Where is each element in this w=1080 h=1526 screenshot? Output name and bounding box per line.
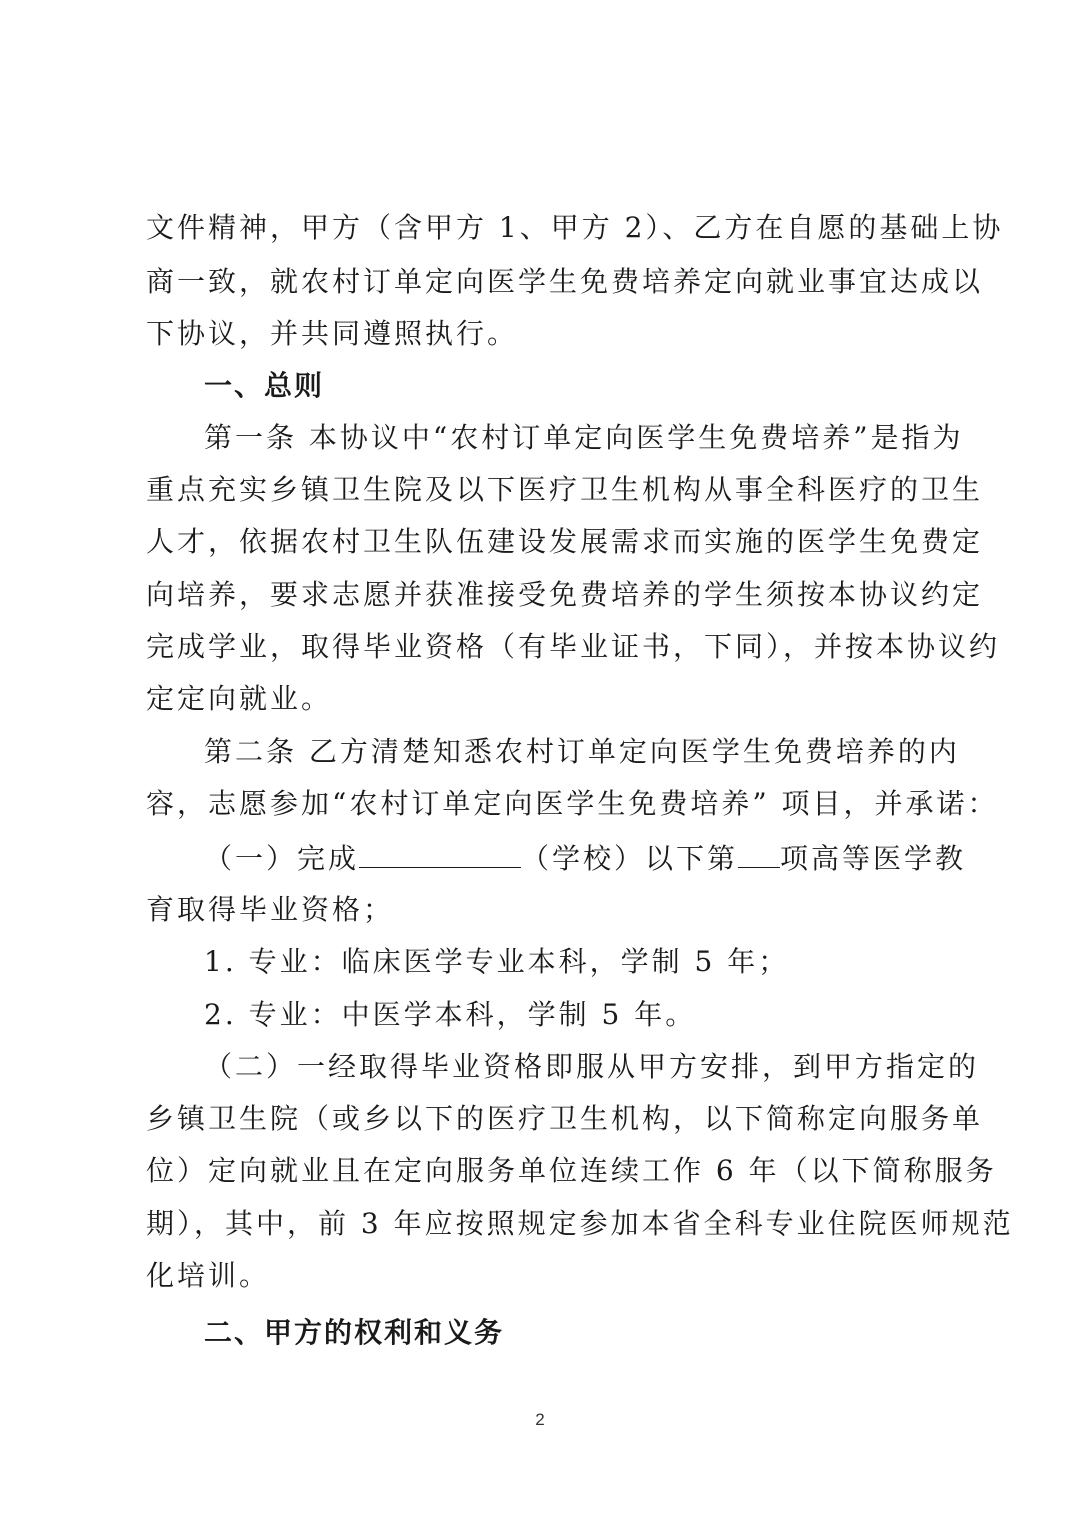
item-1-prefix: （一）完成: [204, 842, 360, 875]
intro-line: 下协议，并共同遵照执行。: [146, 317, 519, 350]
section-heading-party-a: 二、甲方的权利和义务: [204, 1316, 505, 1349]
article-2-item-1-cont: 育取得毕业资格；: [146, 893, 395, 926]
item-1-suffix: 项高等医学教: [780, 842, 967, 875]
article-2-line: 容，志愿参加“农村订单定向医学生免费培养” 项目，并承诺：: [146, 787, 999, 820]
section-heading-general: 一、总则: [204, 369, 325, 402]
item-1-mid: （学校）以下第: [521, 842, 739, 875]
article-2-line: 第二条 乙方清楚知悉农村订单定向医学生免费培养的内: [204, 735, 960, 768]
article-2-item-2-line: （二）一经取得毕业资格即服从甲方安排，到甲方指定的: [204, 1050, 980, 1083]
article-2-item-2-line: 位）定向就业且在定向服务单位连续工作 6 年（以下简称服务: [146, 1154, 997, 1187]
article-1-line: 完成学业，取得毕业资格（有毕业证书，下同），并按本协议约: [146, 630, 1001, 663]
major-option-2: 2. 专业：中医学本科，学制 5 年。: [204, 998, 697, 1031]
intro-line: 文件精神，甲方（含甲方 1、甲方 2）、乙方在自愿的基础上协: [146, 211, 1004, 244]
page-number: 2: [535, 1410, 545, 1429]
item-number-blank-field[interactable]: [738, 837, 780, 868]
article-2-item-2-line: 化培训。: [146, 1259, 271, 1292]
article-2-item-1: [204, 837, 967, 877]
article-1-line: 人才，依据农村卫生队伍建设发展需求而实施的医学生免费定: [146, 525, 984, 558]
major-option-1: 1. 专业：临床医学专业本科，学制 5 年；: [204, 945, 790, 978]
article-1-line: 定定向就业。: [146, 682, 333, 715]
article-1-line: 向培养，要求志愿并获准接受免费培养的学生须按本协议约定: [146, 578, 984, 611]
school-blank-field[interactable]: [359, 837, 521, 868]
intro-line: 商一致，就农村订单定向医学生免费培养定向就业事宜达成以: [146, 265, 984, 298]
article-2-item-2-line: 乡镇卫生院（或乡以下的医疗卫生机构，以下简称定向服务单: [146, 1102, 984, 1135]
article-1-line: 第一条 本协议中“农村订单定向医学生免费培养”是指为: [204, 421, 964, 454]
article-2-item-2-line: 期），其中，前 3 年应按照规定参加本省全科专业住院医师规范: [146, 1207, 1014, 1240]
article-1-line: 重点充实乡镇卫生院及以下医疗卫生机构从事全科医疗的卫生: [146, 473, 984, 506]
